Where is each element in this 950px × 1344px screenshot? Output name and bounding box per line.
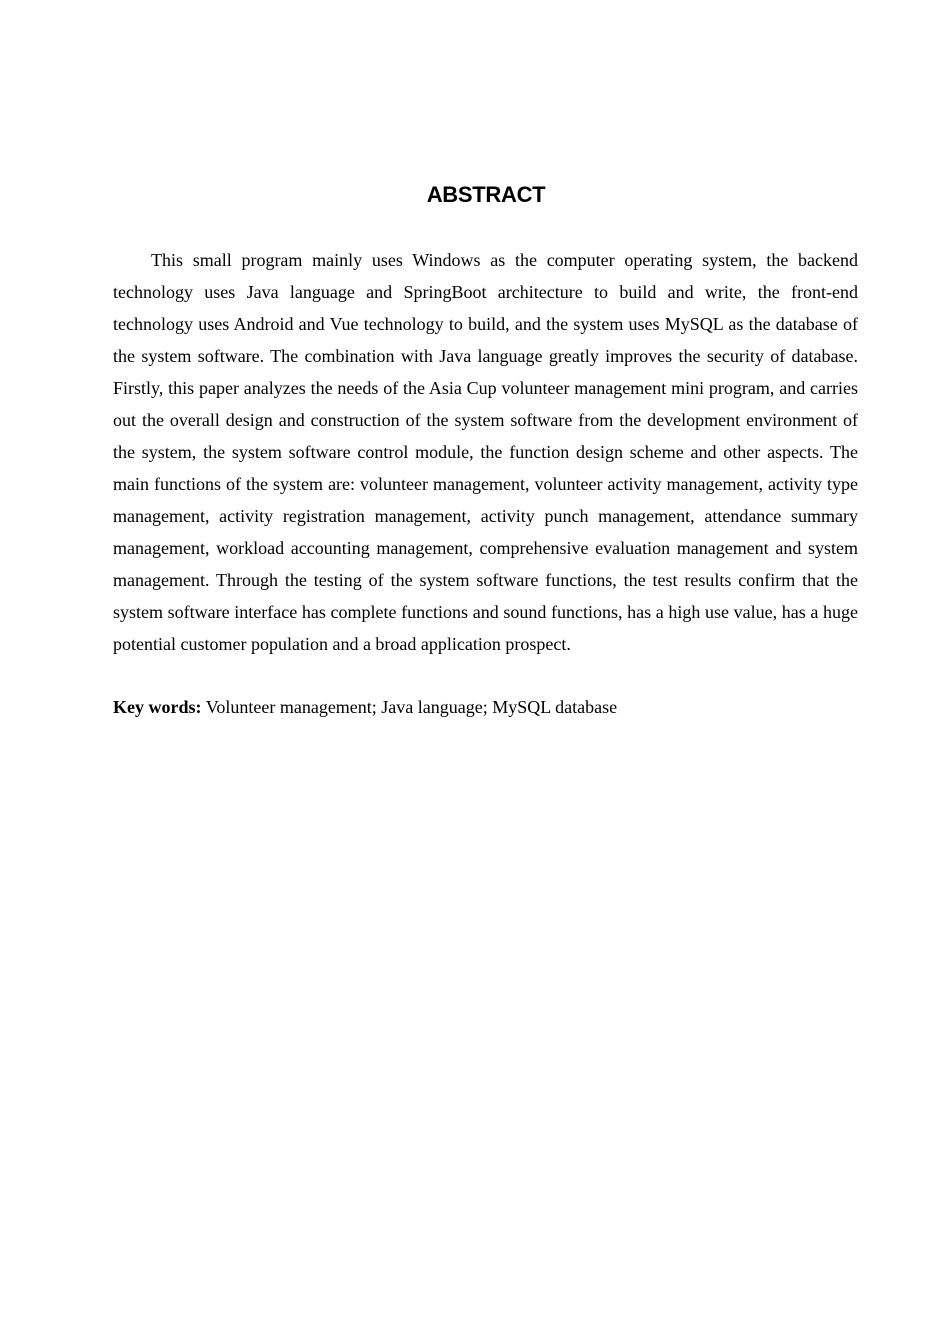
keywords-label: Key words:	[113, 697, 202, 717]
keywords-line	[113, 691, 858, 723]
keywords-text: Volunteer management; Java language; MySQL database	[205, 697, 618, 717]
abstract-paragraph: This small program mainly uses Windows as the computer operating system, the backend technology uses Java language and SpringBoot architecture to build and write, the front-end technology uses Android and Vue technology to build, and the system uses MySQL as the database of the system software. The combination with Java language greatly improves the security of database. Firstly, this paper analyzes the needs of the Asia Cup volunteer management mini program, and carries out the overall design and construction of the system software from the development environment of the system, the system software control module, the function design scheme and other aspects. The main functions of the system are: volunteer management, volunteer activity management, activity type management, activity registration management, activity punch management, attendance summary management, workload accounting management, comprehensive evaluation management and system management. Through the testing of the system software functions, the test results confirm that the system software interface has complete functions and sound functions, has a high use value, has a huge potential customer population and a broad application prospect.	[113, 250, 858, 654]
abstract-title: ABSTRACT	[426, 182, 546, 207]
